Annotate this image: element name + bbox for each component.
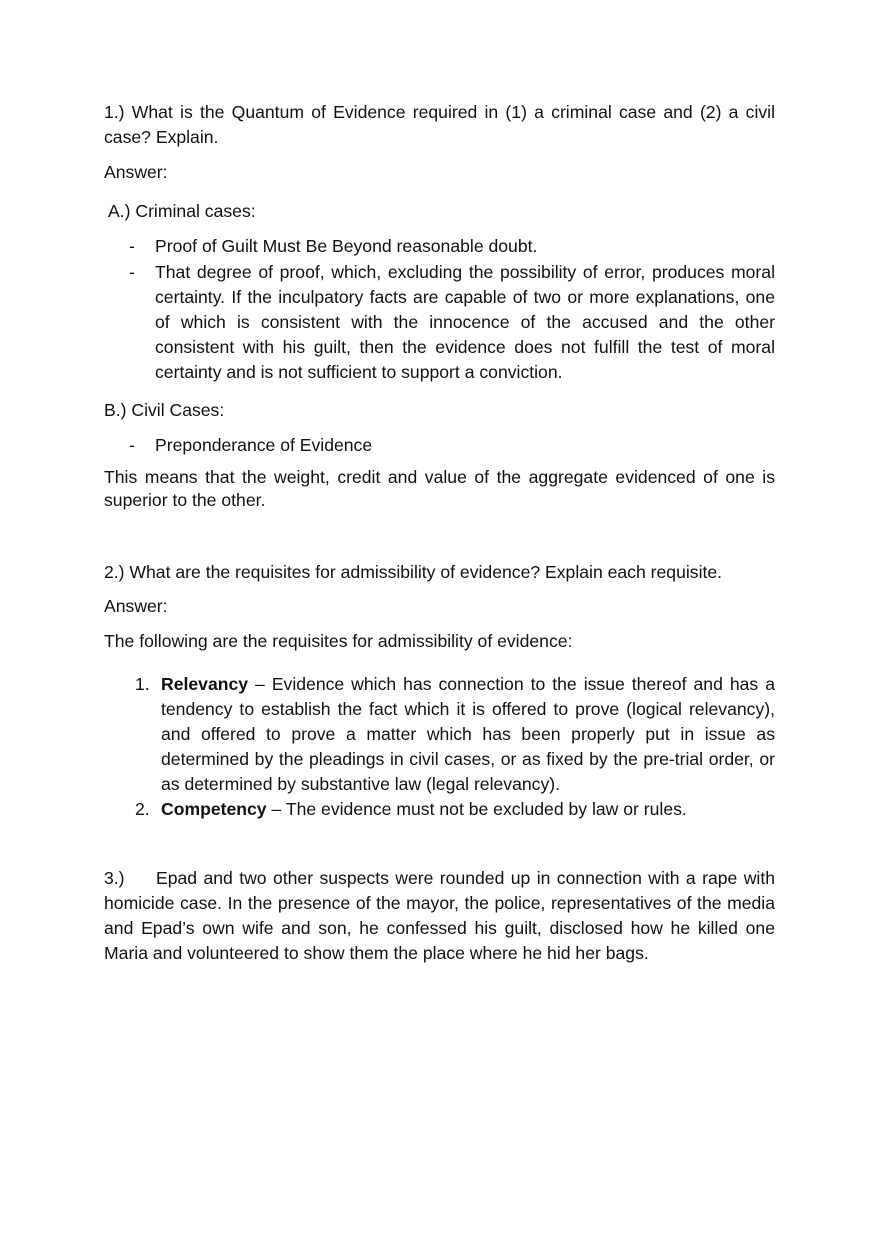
list-item bbox=[104, 672, 775, 797]
list-number: 2. bbox=[135, 798, 150, 819]
civil-item-text: Preponderance of Evidence bbox=[155, 435, 373, 455]
list-number: 1. bbox=[135, 673, 150, 694]
requisites-list bbox=[104, 672, 775, 822]
dash-bullet: - bbox=[129, 435, 135, 455]
question-1: 1.) What is the Quantum of Evidence required in (1) a criminal case and (2) a civil case? Explain. bbox=[104, 102, 775, 147]
list-item bbox=[104, 433, 775, 458]
answer-label-2: Answer: bbox=[104, 596, 168, 616]
list-item bbox=[104, 797, 775, 822]
question-3 bbox=[104, 866, 775, 966]
civil-cases-list bbox=[104, 433, 775, 458]
criminal-item-text: Proof of Guilt Must Be Beyond reasonable doubt. bbox=[155, 236, 538, 256]
requisite-text: – The evidence must not be excluded by law or rules. bbox=[266, 798, 687, 819]
question-3-text: Epad and two other suspects were rounded up in connection with a rape with homicide case. In the presence of the mayor, the police, representatives of the media and Epad’s own wife and son, he confessed his guilt, disclosed how he killed one Maria and volunteered to show them the place where he hid her bags. bbox=[104, 867, 775, 963]
dash-bullet: - bbox=[129, 262, 135, 282]
criminal-item-text: That degree of proof, which, excluding the possibility of error, produces moral certainty. If the inculpatory facts are capable of two or more explanations, one of which is consistent with the innocence of the accused and the other consistent with his guilt, then the evidence does not fulfill the test of moral certainty and is not sufficient to support a conviction. bbox=[155, 262, 775, 382]
answer-label-1: Answer: bbox=[104, 162, 168, 182]
criminal-cases-heading: A.) Criminal cases: bbox=[108, 201, 256, 221]
requisite-term: Competency bbox=[161, 798, 267, 819]
question-3-number: 3.) bbox=[104, 867, 125, 888]
list-item bbox=[104, 234, 775, 259]
document-page bbox=[104, 100, 775, 966]
dash-bullet: - bbox=[129, 236, 135, 256]
requisite-term: Relevancy bbox=[161, 673, 249, 694]
requisite-body bbox=[161, 797, 775, 822]
requisites-intro: The following are the requisites for admissibility of evidence: bbox=[104, 631, 573, 651]
requisite-text: – Evidence which has connection to the issue thereof and has a tendency to establish the fact which it is offered to prove (logical relevancy), and offered to prove a matter which has been properly put in issue as determined by the pleadings in civil cases, or as fixed by the pre-trial order, or as determined by substantive law (legal relevancy). bbox=[161, 673, 775, 794]
list-item bbox=[104, 260, 775, 385]
civil-cases-heading: B.) Civil Cases: bbox=[104, 400, 225, 420]
question-2: 2.) What are the requisites for admissibility of evidence? Explain each requisite. bbox=[104, 562, 723, 582]
civil-explanation: This means that the weight, credit and value of the aggregate evidenced of one is superior to the other. bbox=[104, 467, 775, 510]
requisite-body bbox=[161, 672, 775, 797]
criminal-cases-list bbox=[104, 234, 775, 385]
